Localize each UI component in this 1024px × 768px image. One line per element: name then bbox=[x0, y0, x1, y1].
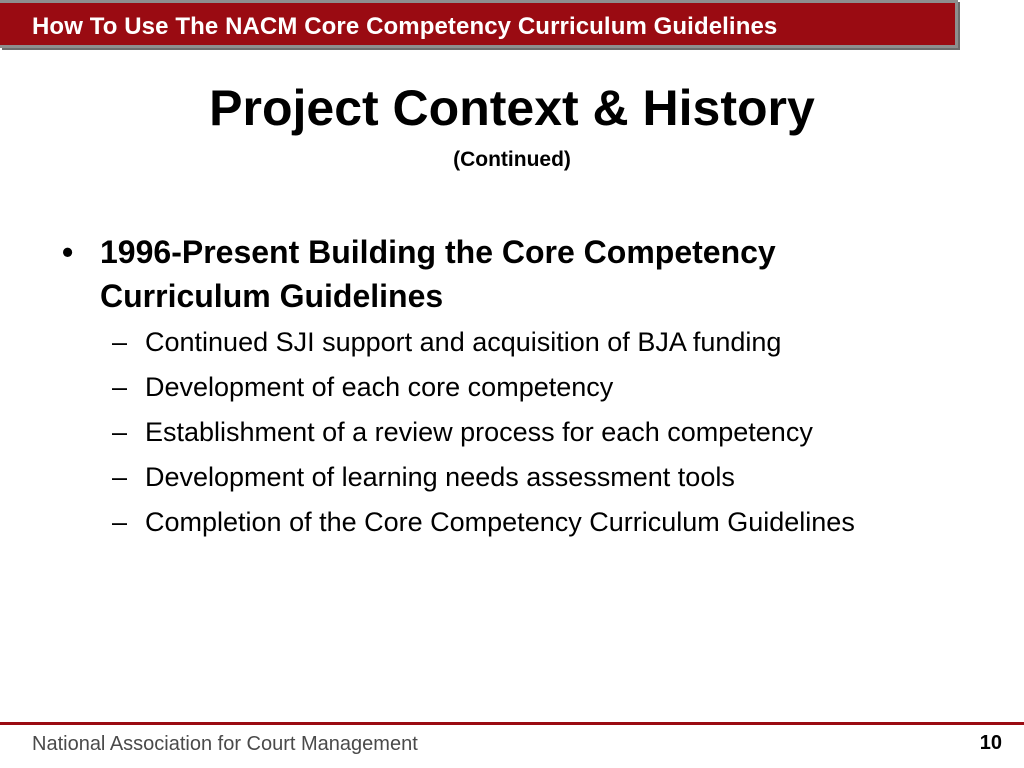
header-bar bbox=[0, 0, 958, 48]
slide-title: Project Context & History bbox=[209, 80, 815, 136]
sub-bullet-text: Establishment of a review process for each competency bbox=[145, 417, 813, 447]
main-bullet bbox=[62, 230, 922, 318]
sub-bullet-text: Development of each core competency bbox=[145, 372, 614, 402]
slide-subtitle: (Continued) bbox=[453, 148, 571, 171]
sub-bullet-marker: – bbox=[112, 327, 128, 357]
sub-bullet-item bbox=[112, 414, 942, 451]
sub-bullet-item bbox=[112, 459, 942, 496]
sub-bullet-item bbox=[112, 324, 942, 361]
header-title: How To Use The NACM Core Competency Curriculum Guidelines bbox=[32, 13, 778, 40]
sub-bullet-marker: – bbox=[112, 462, 128, 492]
bullet-marker: • bbox=[62, 234, 74, 270]
sub-bullet-text: Development of learning needs assessment tools bbox=[145, 462, 735, 492]
sub-bullet-list bbox=[112, 324, 942, 549]
sub-bullet-marker: – bbox=[112, 417, 128, 447]
sub-bullet-marker: – bbox=[112, 507, 128, 537]
sub-bullet-text: Completion of the Core Competency Curriculum Guidelines bbox=[145, 507, 855, 537]
main-bullet-text: 1996-Present Building the Core Competency Curriculum Guidelines bbox=[100, 234, 776, 314]
sub-bullet-item bbox=[112, 369, 942, 406]
footer-organization: National Association for Court Management bbox=[32, 733, 418, 755]
sub-bullet-marker: – bbox=[112, 372, 128, 402]
footer-divider bbox=[0, 722, 1024, 725]
sub-bullet-text: Continued SJI support and acquisition of BJA funding bbox=[145, 327, 782, 357]
page-number: 10 bbox=[979, 732, 1002, 754]
sub-bullet-item bbox=[112, 504, 942, 541]
